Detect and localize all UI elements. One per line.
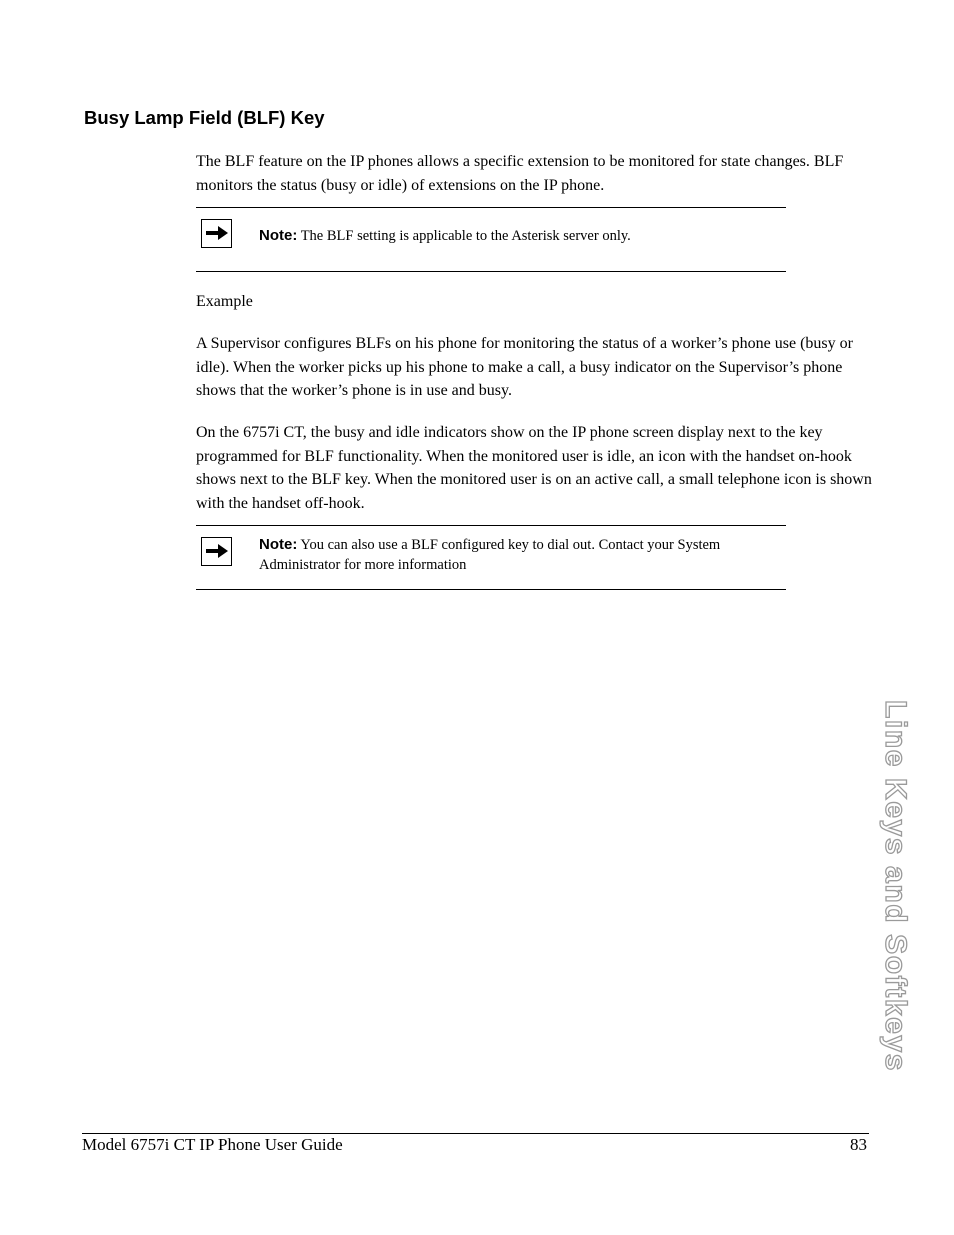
note-box [196, 525, 786, 590]
chapter-side-tab [878, 700, 928, 1110]
note-label: Note: [259, 536, 298, 553]
arrow-right-icon [201, 219, 232, 248]
footer-guide-title: Model 6757i CT IP Phone User Guide [82, 1135, 343, 1154]
intro-paragraph: The BLF feature on the IP phones allows a specific extension to be monitored for state changes. BLF monitors the status (busy or idle) of extensions on the IP phone. [196, 153, 844, 194]
note-label: Note: [259, 227, 298, 244]
note-content [259, 535, 779, 575]
example-paragraph: A Supervisor configures BLFs on his phone for monitoring the status of a worker’s phone use (busy or idle). When the worker picks up his phone to make a call, a busy indicator on the Supervisor’s phone shows that the worker’s phone is in use and busy. [196, 335, 853, 399]
note-box [196, 207, 786, 272]
note-text: You can also use a BLF configured key to dial out. Contact your System Administrator for more information [259, 537, 721, 573]
section-heading: Busy Lamp Field (BLF) Key [84, 107, 325, 128]
arrow-right-icon [201, 537, 232, 566]
display-paragraph: On the 6757i CT, the busy and idle indicators show on the IP phone screen display next to the key programmed for BLF functionality. When the monitored user is idle, an icon with the handset on-hook shows next to the BLF key. When the monitored user is on an active call, a small telephone icon is shown with the handset off-hook. [196, 424, 872, 512]
note-text: The BLF setting is applicable to the Asterisk server only. [300, 228, 631, 244]
example-label: Example [196, 293, 253, 310]
chapter-tab-text: Line Keys and Softkeys [879, 700, 912, 1072]
footer-page-number: 83 [850, 1135, 867, 1154]
note-content [259, 226, 779, 247]
